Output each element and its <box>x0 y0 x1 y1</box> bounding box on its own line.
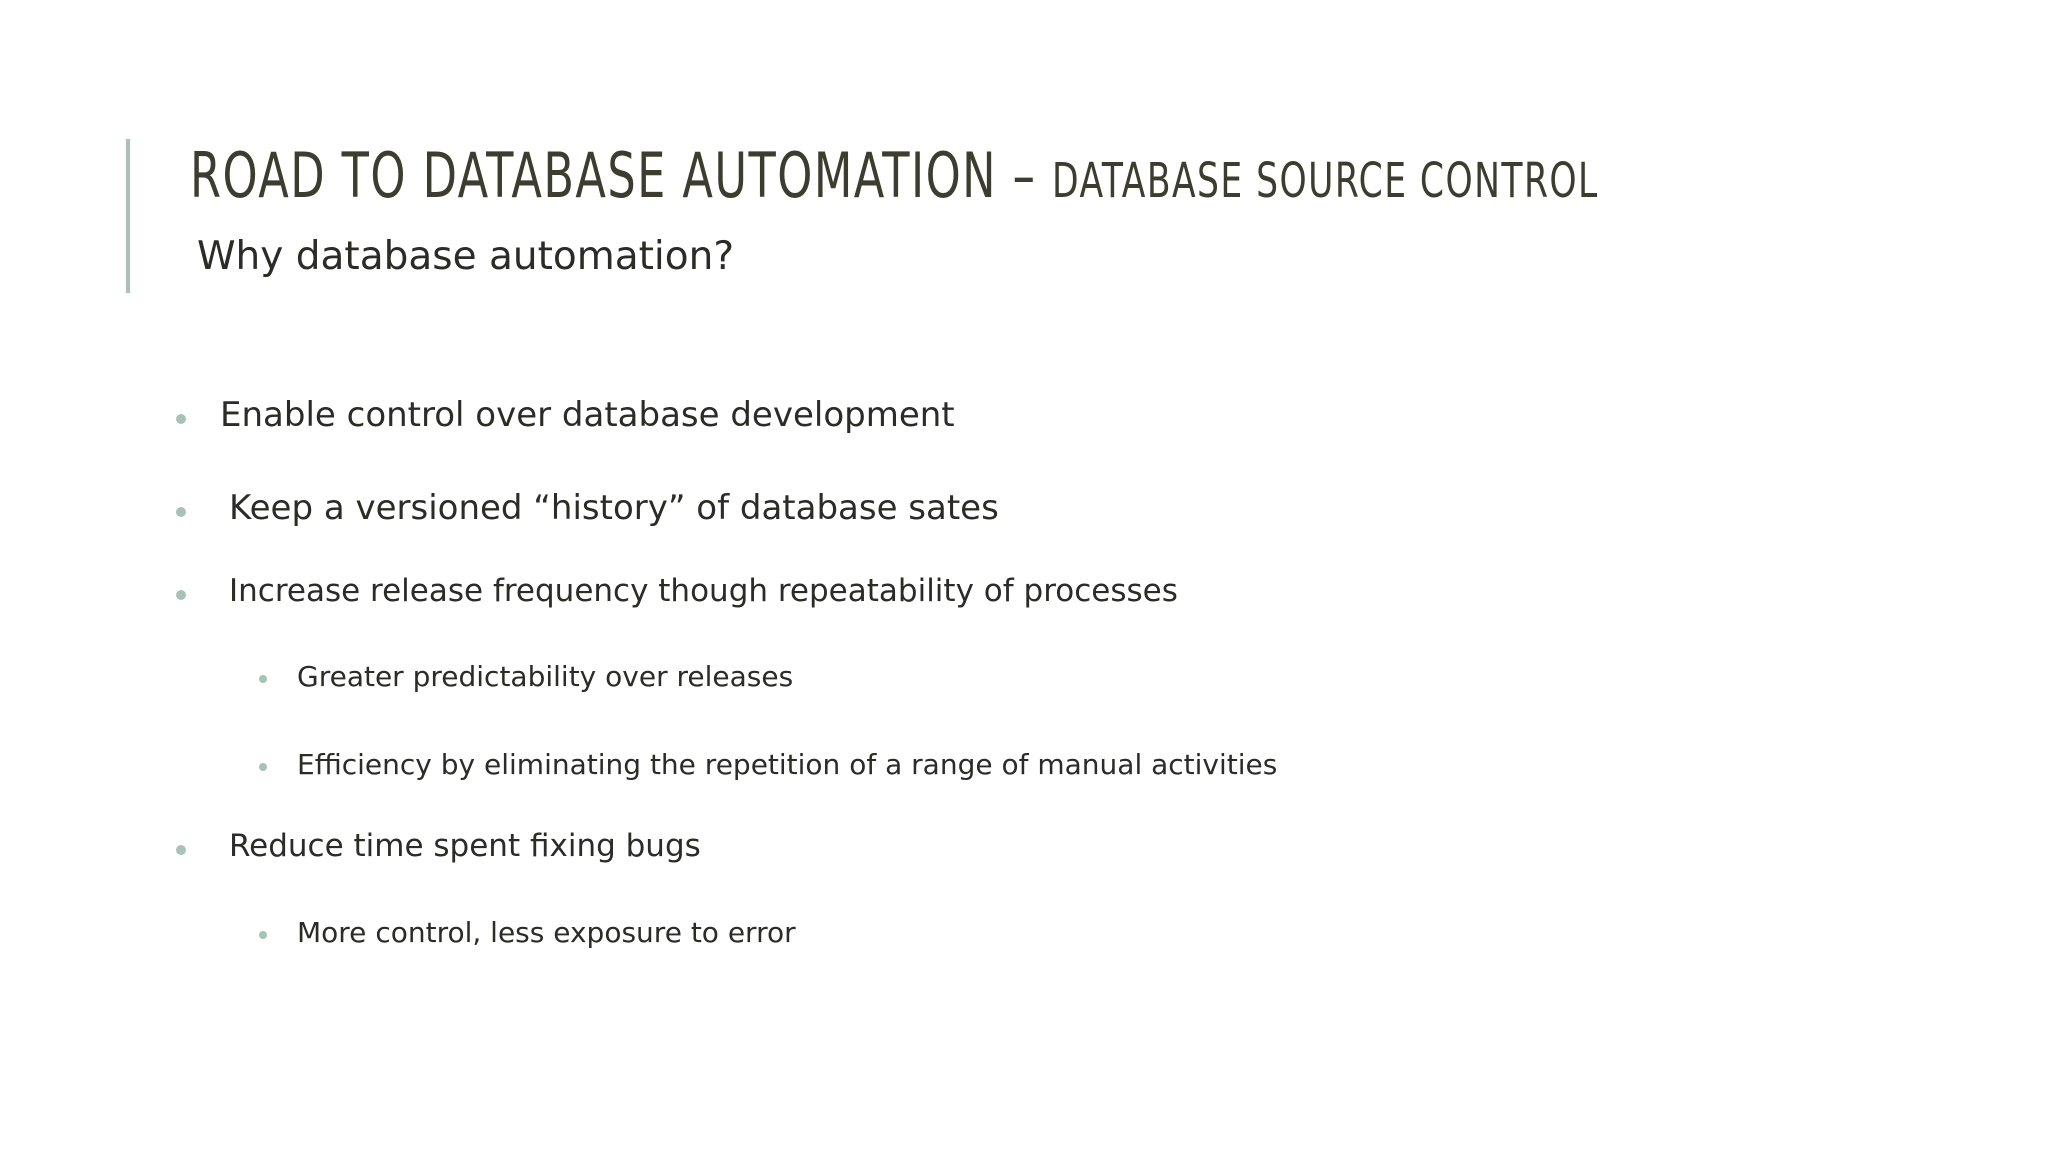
bullet-text: Keep a versioned “history” of database sates <box>229 488 999 528</box>
bullet-item <box>297 916 796 949</box>
bullet-text: Efficiency by eliminating the repetition of a range of manual activities <box>297 748 1278 781</box>
bullet-dot-icon <box>176 590 186 600</box>
bullet-dot-icon <box>259 675 267 683</box>
title-main: ROAD TO DATABASE AUTOMATION – <box>190 139 1053 212</box>
bullet-item <box>220 395 955 435</box>
bullet-text: More control, less exposure to error <box>297 916 796 949</box>
bullet-dot-icon <box>176 845 186 855</box>
bullet-dot-icon <box>176 414 186 424</box>
bullet-item <box>229 828 701 864</box>
bullet-dot-icon <box>259 763 267 771</box>
bullet-item <box>297 748 1277 781</box>
bullet-dot-icon <box>259 931 267 939</box>
bullet-item <box>229 573 1178 609</box>
bullet-item <box>297 660 793 693</box>
slide-subtitle: Why database automation? <box>197 234 735 279</box>
bullet-text: Enable control over database development <box>220 395 955 435</box>
bullet-text: Reduce time spent fixing bugs <box>229 828 701 864</box>
title-sub: DATABASE SOURCE CONTROL <box>1052 153 1599 209</box>
bullet-dot-icon <box>176 507 186 517</box>
bullet-text: Increase release frequency though repeatability of processes <box>229 573 1178 609</box>
bullet-text: Greater predictability over releases <box>297 660 794 693</box>
bullet-item <box>229 488 999 528</box>
